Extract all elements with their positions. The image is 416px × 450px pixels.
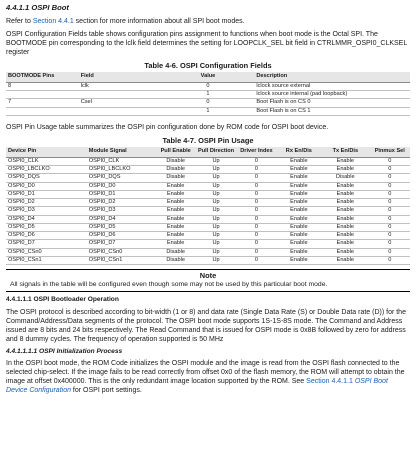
- table-cell: 0: [370, 207, 410, 215]
- table-cell: Enable: [277, 199, 321, 207]
- table-cell: lclk: [79, 82, 168, 90]
- table-cell: OSPI0_CSn0: [6, 248, 87, 256]
- table-title: Table 4-6. OSPI Configuration Fields: [144, 60, 272, 70]
- table-cell: OSPI0_D1: [87, 190, 156, 198]
- table-cell: Boot Flash is on CS 0: [248, 99, 410, 107]
- table-cell: Up: [196, 207, 236, 215]
- table-cell: Enable: [321, 232, 369, 240]
- table-cell: 0: [236, 182, 276, 190]
- table-cell: 8: [6, 82, 79, 90]
- table-cell: Enable: [277, 232, 321, 240]
- table-cell: 0: [236, 223, 276, 231]
- column-header: Field: [79, 72, 168, 82]
- intro-text-end: section for more information about all SPI boot modes.: [73, 17, 245, 25]
- table-cell: Enable: [155, 207, 195, 215]
- table-title: Table 4-7. OSPI Pin Usage: [162, 135, 254, 145]
- table-cell: OSPI0_D3: [87, 207, 156, 215]
- init-text: In the OSPI boot mode, the ROM Code initializes the OSPI module and the image is read from the OSPI flash connected to the selected chip-select. If the image fails to be read correctly from offset 0x0 of the flash memory, the ROM will attempt to obtain the image at offset 0x400000. This is the only redundant image location supported by the ROM. See: [6, 360, 405, 386]
- table-cell: Enable: [321, 182, 369, 190]
- table-cell: Up: [196, 182, 236, 190]
- column-header: Value: [168, 72, 249, 82]
- table-cell: Enable: [155, 182, 195, 190]
- table-row: [6, 256, 410, 264]
- table-cell: 0: [370, 174, 410, 182]
- table-cell: OSPI0_LBCLKO: [6, 165, 87, 173]
- table-cell: Enable: [321, 165, 369, 173]
- table-cell: 0: [370, 232, 410, 240]
- table-row: [6, 215, 410, 223]
- ospi-pin-usage-table: [6, 147, 410, 265]
- table-cell: [6, 107, 79, 115]
- table-row: [6, 248, 410, 256]
- table-cell: 0: [370, 248, 410, 256]
- table-row: [6, 174, 410, 182]
- table-row: [6, 99, 410, 107]
- table-row: [6, 182, 410, 190]
- column-header: Device Pin: [6, 147, 87, 157]
- table-cell: OSPI0_CSn0: [87, 248, 156, 256]
- table-cell: Enable: [321, 199, 369, 207]
- table-cell: 0: [370, 182, 410, 190]
- table-cell: Enable: [321, 157, 369, 165]
- table-cell: Boot Flash is on CS 1: [248, 107, 410, 115]
- table-cell: 0: [370, 240, 410, 248]
- table-cell: OSPI0_D3: [6, 207, 87, 215]
- table-cell: Disable: [155, 256, 195, 264]
- table-cell: 0: [236, 174, 276, 182]
- table-cell: 0: [236, 215, 276, 223]
- table-cell: Enable: [155, 215, 195, 223]
- table-cell: OSPI0_DQS: [87, 174, 156, 182]
- table-cell: Enable: [321, 240, 369, 248]
- table-cell: Csel: [79, 99, 168, 107]
- table-cell: Up: [196, 165, 236, 173]
- table-cell: 0: [236, 157, 276, 165]
- table-cell: 0: [236, 256, 276, 264]
- ospi-config-table: [6, 72, 410, 115]
- table-cell: Up: [196, 215, 236, 223]
- column-header: BOOTMODE Pins: [6, 72, 79, 82]
- table-cell: OSPI0_CLK: [87, 157, 156, 165]
- table-cell: [79, 91, 168, 99]
- table-cell: OSPI0_CLK: [6, 157, 87, 165]
- table-cell: Enable: [277, 157, 321, 165]
- table-cell: Enable: [155, 190, 195, 198]
- table-cell: Up: [196, 174, 236, 182]
- table-cell: OSPI0_D0: [87, 182, 156, 190]
- table-cell: Enable: [277, 165, 321, 173]
- table-cell: OSPI0_CSn1: [6, 256, 87, 264]
- table-cell: Enable: [155, 199, 195, 207]
- column-header: Description: [248, 72, 410, 82]
- table-cell: OSPI0_LBCLKO: [87, 165, 156, 173]
- table-cell: OSPI0_D2: [6, 199, 87, 207]
- init-text-end: for OSPI port settings.: [70, 387, 142, 395]
- init-paragraph: [6, 359, 410, 395]
- table-cell: Disable: [155, 157, 195, 165]
- table-cell: Disable: [155, 248, 195, 256]
- table-cell: 0: [236, 199, 276, 207]
- table-row: [6, 232, 410, 240]
- table-cell: Up: [196, 240, 236, 248]
- table-cell: Disable: [155, 174, 195, 182]
- table-cell: 0: [236, 190, 276, 198]
- column-header: Driver Index: [236, 147, 276, 157]
- table-row: [6, 107, 410, 115]
- table-cell: OSPI0_D5: [6, 223, 87, 231]
- note-title: Note: [199, 271, 217, 281]
- table-cell: Enable: [155, 232, 195, 240]
- table-cell: OSPI0_D7: [6, 240, 87, 248]
- table-cell: Enable: [321, 223, 369, 231]
- table-cell: OSPI0_D6: [6, 232, 87, 240]
- table-cell: Disable: [155, 165, 195, 173]
- section-heading: 4.4.1.1 OSPI Boot: [6, 3, 69, 12]
- table-cell: Enable: [277, 215, 321, 223]
- table-cell: Enable: [277, 182, 321, 190]
- table-cell: Up: [196, 157, 236, 165]
- pin-usage-paragraph: OSPI Pin Usage table summarizes the OSPI pin configuration done by ROM code for OSPI boot device.: [6, 123, 329, 131]
- table-cell: OSPI0_D4: [6, 215, 87, 223]
- table-cell: Enable: [277, 256, 321, 264]
- table-cell: Enable: [321, 190, 369, 198]
- table-cell: Enable: [277, 223, 321, 231]
- column-header: Tx En/Dis: [321, 147, 369, 157]
- table-cell: Enable: [277, 240, 321, 248]
- table-cell: 0: [370, 223, 410, 231]
- table-row: [6, 157, 410, 165]
- table-cell: OSPI0_D1: [6, 190, 87, 198]
- table-cell: 0: [236, 165, 276, 173]
- table-row: [6, 91, 410, 99]
- table-cell: 0: [370, 256, 410, 264]
- table-cell: Disable: [321, 174, 369, 182]
- table-cell: 0: [370, 190, 410, 198]
- table-cell: Enable: [321, 215, 369, 223]
- table-cell: 0: [236, 248, 276, 256]
- intro-text: Refer to: [6, 17, 33, 25]
- table-cell: Enable: [277, 190, 321, 198]
- table-row: [6, 223, 410, 231]
- table-cell: OSPI0_DQS: [6, 174, 87, 182]
- table-cell: OSPI0_CSn1: [87, 256, 156, 264]
- link-title: OSPI Boot Device Configuration: [6, 378, 388, 395]
- table-cell: 1: [168, 91, 249, 99]
- table-row: [6, 240, 410, 248]
- column-header: Pull Enable: [155, 147, 195, 157]
- table-cell: 0: [370, 165, 410, 173]
- table-cell: Up: [196, 248, 236, 256]
- table-cell: Up: [196, 232, 236, 240]
- table-row: [6, 190, 410, 198]
- table-cell: Enable: [277, 248, 321, 256]
- table-cell: 0: [370, 157, 410, 165]
- column-header: Pinmux Sel: [370, 147, 410, 157]
- table-cell: Up: [196, 190, 236, 198]
- table-cell: lclock source internal (pad loopback): [248, 91, 410, 99]
- table-cell: OSPI0_D5: [87, 223, 156, 231]
- table-cell: Enable: [155, 223, 195, 231]
- table-cell: 0: [370, 199, 410, 207]
- note-box: [6, 269, 410, 292]
- intro-paragraph: [6, 17, 410, 26]
- table-cell: 1: [168, 107, 249, 115]
- table-cell: lclock source external: [248, 82, 410, 90]
- table-row: [6, 207, 410, 215]
- table-cell: 0: [236, 240, 276, 248]
- init-heading: 4.4.1.1.1.1 OSPI Initialization Process: [6, 347, 123, 355]
- document-page: [6, 3, 410, 399]
- table-cell: Up: [196, 199, 236, 207]
- table-cell: Up: [196, 256, 236, 264]
- table-cell: 7: [6, 99, 79, 107]
- table-row: [6, 165, 410, 173]
- table-cell: Up: [196, 223, 236, 231]
- table-cell: 0: [370, 215, 410, 223]
- table-cell: [79, 107, 168, 115]
- table-cell: OSPI0_D2: [87, 199, 156, 207]
- bootloader-heading: 4.4.1.1.1 OSPI Bootloader Operation: [6, 296, 119, 304]
- table-row: [6, 82, 410, 90]
- section-link[interactable]: Section 4.4.1: [32, 17, 74, 25]
- column-header: Module Signal: [87, 147, 156, 157]
- table-cell: OSPI0_D4: [87, 215, 156, 223]
- table-cell: [6, 91, 79, 99]
- table-row: [6, 199, 410, 207]
- table-cell: Enable: [321, 256, 369, 264]
- table-cell: OSPI0_D6: [87, 232, 156, 240]
- table-cell: Enable: [321, 248, 369, 256]
- column-header: Rx En/Dis: [277, 147, 321, 157]
- note-text: All signals in the table will be configured even though some may not be used by this particular boot mode.: [10, 280, 328, 288]
- table-cell: Enable: [277, 174, 321, 182]
- table-cell: Enable: [155, 240, 195, 248]
- column-header: Pull Direction: [196, 147, 236, 157]
- table-cell: 0: [168, 82, 249, 90]
- table-cell: Enable: [277, 207, 321, 215]
- table-cell: 0: [236, 207, 276, 215]
- table-cell: OSPI0_D7: [87, 240, 156, 248]
- table-cell: 0: [236, 232, 276, 240]
- table-cell: OSPI0_D0: [6, 182, 87, 190]
- table-cell: Enable: [321, 207, 369, 215]
- link-number: Section 4.4.1.1: [306, 378, 353, 386]
- config-paragraph: OSPI Configuration Fields table shows configuration pins assignment to functions when boot mode is the Octal SPI. The BOOTMODE pin corresponding to the lclk field determines the setting for LOOPCLK_SEL bit field in CTRLMMR_OSPI0_CLKSEL register: [6, 30, 407, 56]
- table-cell: 0: [168, 99, 249, 107]
- bootloader-paragraph: The OSPI protocol is described according to bit-width (1 or 8) and data rate (Single Data Rate (S) or Double Data rate (D)) for the Command/Address/Data segments of the protocol. The OSPI boot mode supports 1S-1S-8S mode. The Command and Address issued are 8 bits and 24 bits respectively. The Read Command that is issued for OSPI mode is 0x8B followed by zero for address and 8 dummy cycles. The frequency of operation supported is 50 MHz: [6, 308, 406, 343]
